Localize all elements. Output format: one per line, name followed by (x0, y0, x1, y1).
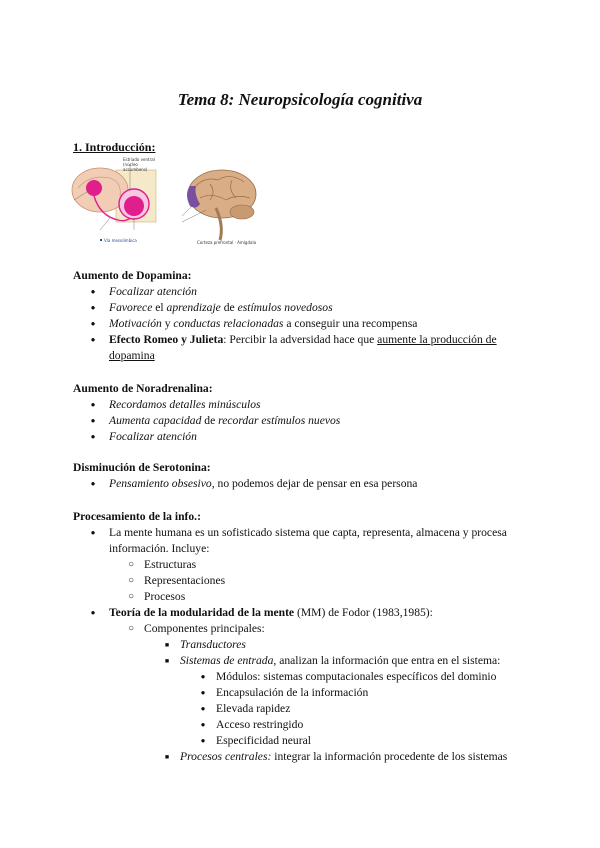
noradrenaline-section (73, 381, 533, 445)
circle-bullet-icon: ○ (127, 623, 135, 634)
list-item: ● Focalizar atención (73, 284, 533, 300)
list-item: ● Favorece el aprendizaje de estímulos novedosos (73, 300, 533, 316)
square-bullet-icon: ■ (164, 657, 170, 665)
bullet-icon: ● (90, 608, 96, 617)
bullet-icon: ● (90, 287, 96, 296)
bullet-icon: ● (90, 416, 96, 425)
bullet-icon: ● (200, 688, 206, 697)
bullet-icon: ● (200, 704, 206, 713)
processing-section (73, 509, 533, 765)
square-bullet-icon: ■ (164, 753, 170, 761)
mesolimbic-pathway-figure (70, 160, 162, 248)
bullet-icon: ● (90, 335, 96, 344)
list-item: ○ Estructuras (73, 557, 533, 573)
list-item: ■ Sistemas de entrada, analizan la información que entra en el sistema: (73, 653, 533, 669)
list-item: ○ Procesos (73, 589, 533, 605)
list-item: ● Acceso restringido (73, 717, 533, 733)
brain-figures (70, 157, 270, 250)
list-item: ● Motivación y conductas relacionadas a conseguir una recompensa (73, 316, 533, 332)
dopamine-section (73, 268, 533, 364)
list-item: ● La mente humana es un sofisticado sistema que capta, representa, almacena y procesa información. Incluye: (73, 525, 533, 557)
bullet-icon: ● (200, 736, 206, 745)
list-item: ● Teoría de la modularidad de la mente (MM) de Fodor (1983,1985): (73, 605, 533, 621)
circle-bullet-icon: ○ (127, 575, 135, 586)
list-item: ● Aumenta capacidad de recordar estímulos nuevos (73, 413, 533, 429)
bullet-icon: ● (90, 479, 96, 488)
processing-heading: Procesamiento de la info.: (73, 510, 201, 523)
list-item: ● Focalizar atención (73, 429, 533, 445)
bullet-icon: ● (90, 303, 96, 312)
list-item: ● Pensamiento obsesivo, no podemos dejar de pensar en esa persona (73, 476, 533, 492)
list-item: ● Encapsulación de la información (73, 685, 533, 701)
list-item: ■ Procesos centrales: integrar la información procedente de los sistemas (73, 749, 533, 765)
dopamine-heading: Aumento de Dopamina: (73, 269, 192, 282)
figure-label: Estriado ventral (núcleo accumbens) (123, 157, 155, 172)
serotonin-heading: Disminución de Serotonina: (73, 461, 211, 474)
list-item: ● Elevada rapidez (73, 701, 533, 717)
figure-caption-right: Corteza prefrontal · Amígdala (197, 240, 257, 245)
circle-bullet-icon: ○ (127, 591, 135, 602)
document-title: Tema 8: Neuropsicología cognitiva (177, 90, 423, 109)
list-item: ○ Componentes principales: (73, 621, 533, 637)
bullet-icon: ● (90, 400, 96, 409)
square-bullet-icon: ■ (164, 641, 170, 649)
intro-heading: 1. Introducción: (73, 140, 156, 154)
bullet-icon: ● (90, 528, 96, 537)
list-item: ● Efecto Romeo y Julieta: Percibir la adversidad hace que aumente la producción de dopamina (73, 332, 533, 364)
list-item: ● Especificidad neural (73, 733, 533, 749)
list-item: ● Recordamos detalles minúsculos (73, 397, 533, 413)
circle-bullet-icon: ○ (127, 559, 135, 570)
bullet-icon: ● (200, 720, 206, 729)
list-item: ■ Transductores (73, 637, 533, 653)
bullet-icon: ● (90, 432, 96, 441)
bullet-icon: ● (90, 319, 96, 328)
list-item: ● Módulos: sistemas computacionales específicos del dominio (73, 669, 533, 685)
serotonin-section (73, 460, 533, 492)
figure-caption-left: Vía mesolímbica (104, 238, 137, 243)
noradrenaline-heading: Aumento de Noradrenalina: (73, 382, 213, 395)
list-item: ○ Representaciones (73, 573, 533, 589)
bullet-icon: ● (200, 672, 206, 681)
prefrontal-cortex-figure (180, 164, 260, 248)
